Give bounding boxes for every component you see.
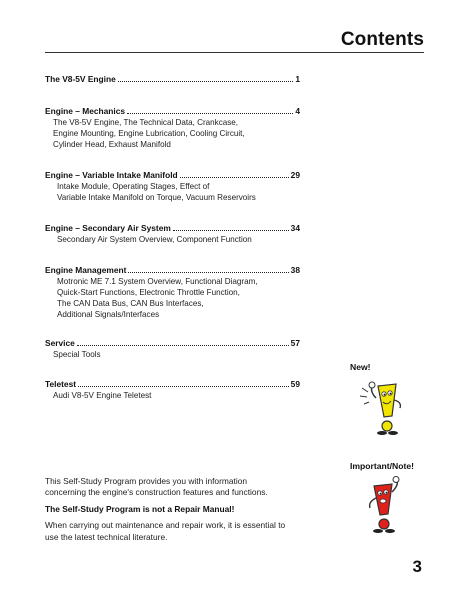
- yellow-exclamation-mascot-icon: [356, 378, 414, 441]
- toc-leader-dots: [127, 106, 293, 114]
- toc-entry-description: Variable Intake Manifold on Torque, Vacuum Reservoirs: [57, 193, 256, 202]
- intro-line: concerning the engine's construction features and functions.: [45, 487, 268, 498]
- toc-entry-page: 4: [295, 106, 300, 116]
- toc-entry-description: Additional Signals/Interfaces: [57, 310, 160, 319]
- toc-entry[interactable]: [45, 74, 300, 85]
- toc-entry-description: Special Tools: [53, 350, 101, 359]
- page-number: 3: [412, 557, 422, 576]
- toc-entry-description: Motronic ME 7.1 System Overview, Functional Diagram,: [57, 277, 258, 286]
- toc-leader-dots: [77, 338, 289, 346]
- toc-entry[interactable]: [45, 265, 300, 320]
- title-divider: [45, 52, 424, 53]
- toc-entry-label: Engine Management: [45, 265, 127, 275]
- toc-leader-dots: [78, 379, 289, 387]
- toc-leader-dots: [173, 223, 289, 231]
- intro-line: When carrying out maintenance and repair work, it is essential to: [45, 520, 286, 531]
- toc-entry-label: Engine – Secondary Air System: [45, 223, 171, 233]
- toc-entry[interactable]: [45, 170, 300, 203]
- toc-entry-page: 38: [290, 265, 300, 275]
- toc-entry-label: Service: [45, 338, 75, 348]
- toc-leader-dots: [118, 74, 294, 82]
- toc-entry-description: Secondary Air System Overview, Component Function: [57, 235, 252, 244]
- page-title: Contents: [340, 29, 424, 50]
- toc-entry-description: Audi V8-5V Engine Teletest: [53, 391, 152, 400]
- toc-entry-page: 57: [290, 338, 300, 348]
- intro-text: [45, 476, 335, 543]
- repair-manual-warning: The Self-Study Program is not a Repair Manual!: [45, 503, 235, 514]
- red-exclamation-mascot-icon: [356, 476, 414, 539]
- toc-entry-label: Teletest: [45, 379, 77, 389]
- toc-entry-page: 29: [290, 170, 300, 180]
- toc-entry-description: Intake Module, Operating Stages, Effect of: [57, 182, 210, 191]
- toc-entry-description: Cylinder Head, Exhaust Manifold: [53, 140, 171, 149]
- toc-entry-description: The V8-5V Engine, The Technical Data, Crankcase,: [53, 118, 239, 127]
- toc-entry-page: 34: [290, 223, 300, 233]
- toc-entry[interactable]: [45, 338, 300, 360]
- toc-entry[interactable]: [45, 106, 300, 150]
- toc-leader-dots: [180, 170, 289, 178]
- toc-leader-dots: [128, 265, 288, 273]
- toc-entry-page: 59: [290, 379, 300, 389]
- toc-entry-description: Engine Mounting, Engine Lubrication, Cooling Circuit,: [53, 129, 245, 138]
- important-note-label: Important/Note!: [350, 461, 414, 471]
- intro-line: This Self-Study Program provides you with information: [45, 476, 248, 486]
- new-label: New!: [350, 362, 371, 372]
- toc-entry[interactable]: [45, 223, 300, 245]
- toc-entry-description: Quick-Start Functions, Electronic Throttle Function,: [57, 288, 240, 297]
- toc-entry-label: The V8-5V Engine: [45, 74, 116, 84]
- toc-entry-description: The CAN Data Bus, CAN Bus Interfaces,: [57, 299, 204, 308]
- intro-line: use the latest technical literature.: [45, 531, 168, 542]
- toc-entry-label: Engine – Variable Intake Manifold: [45, 170, 178, 180]
- toc-entry[interactable]: [45, 379, 300, 401]
- toc-entry-page: 1: [295, 74, 300, 84]
- toc-entry-label: Engine – Mechanics: [45, 106, 126, 116]
